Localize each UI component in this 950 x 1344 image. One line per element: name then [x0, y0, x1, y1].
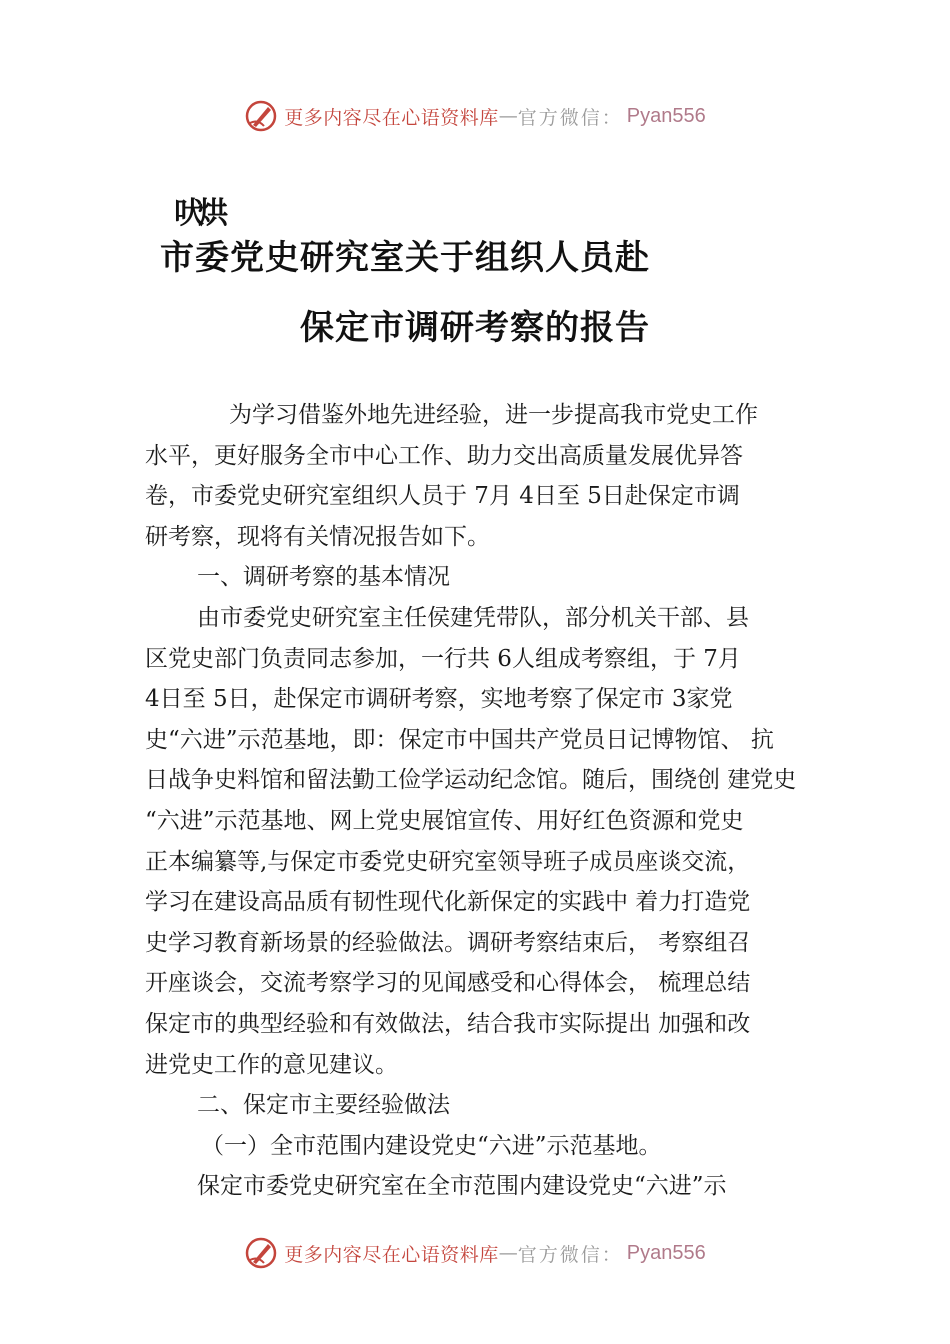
quill-logo-icon	[244, 99, 278, 133]
watermark-label: 官方微信：	[517, 1243, 623, 1266]
quill-logo-icon	[244, 1236, 278, 1270]
body-line: 开座谈会，交流考察学习的见闻感受和心得体会， 梳理总结	[145, 970, 751, 997]
body-line: 为学习借鉴外地先进经验，进一步提高我市党史工作	[229, 402, 758, 428]
title-line-1: 市委党史研究室关于组织人员赴	[160, 238, 650, 278]
body-line: 卷，市委党史研究室组织人员于 7月 4日至 5日赴保定市调	[145, 483, 740, 510]
watermark-separator: —	[498, 105, 518, 127]
section-heading: 一、调研考察的基本情况	[197, 564, 450, 591]
section-heading: 二、保定市主要经验做法	[197, 1092, 450, 1119]
body-line: 学习在建设高品质有韧性现代化新保定的实践中 着力打造党	[145, 889, 751, 916]
doc-stamp-text: 吠烘	[174, 196, 222, 231]
body-line: 史“六进”示范基地，即：保定市中国共产党员日记博物馆、 抗	[145, 726, 774, 753]
body-line: 由市委党史研究室主任侯建凭带队，部分机关干部、县	[197, 604, 749, 631]
title-line-2: 保定市调研考察的报告	[300, 308, 650, 348]
body-line: 4日至 5日，赴保定市调研考察，实地考察了保定市 3家党	[145, 686, 733, 713]
watermark-header	[0, 96, 950, 136]
document-body	[145, 395, 835, 1207]
body-line: “六进”示范基地、网上党史展馆宣传、用好红色资源和党史	[145, 807, 744, 834]
body-line: 保定市的典型经验和有效做法，结合我市实际提出 加强和改	[145, 1010, 751, 1037]
body-line: 日战争史料馆和留法勤工俭学运动纪念馆。随后，围绕创 建党史	[145, 767, 797, 794]
body-line: 水平，更好服务全市中心工作、助力交出高质量发展优异答	[145, 442, 743, 469]
watermark-main-text: 更多内容尽在心语资料库	[284, 106, 499, 129]
subsection-heading: （一）全市范围内建设党史“六进”示范基地。	[201, 1132, 662, 1159]
body-line: 正本编纂等,与保定市委党史研究室领导班子成员座谈交流，	[145, 848, 751, 875]
body-line: 区党史部门负责同志参加，一行共 6人组成考察组，于 7月	[145, 645, 741, 672]
watermark-handle: Pyan556	[626, 1241, 706, 1264]
watermark-label: 官方微信：	[517, 106, 623, 129]
watermark-main-text: 更多内容尽在心语资料库	[284, 1243, 499, 1266]
body-line: 进党史工作的意见建议。	[145, 1051, 398, 1078]
watermark-separator: —	[498, 1242, 518, 1264]
body-line: 研考察，现将有关情况报告如下。	[145, 523, 490, 550]
watermark-footer	[0, 1233, 950, 1273]
watermark-handle: Pyan556	[626, 104, 706, 127]
body-line: 史学习教育新场景的经验做法。调研考察结束后， 考察组召	[145, 929, 751, 956]
body-line: 保定市委党史研究室在全市范围内建设党史“六进”示	[197, 1173, 727, 1200]
